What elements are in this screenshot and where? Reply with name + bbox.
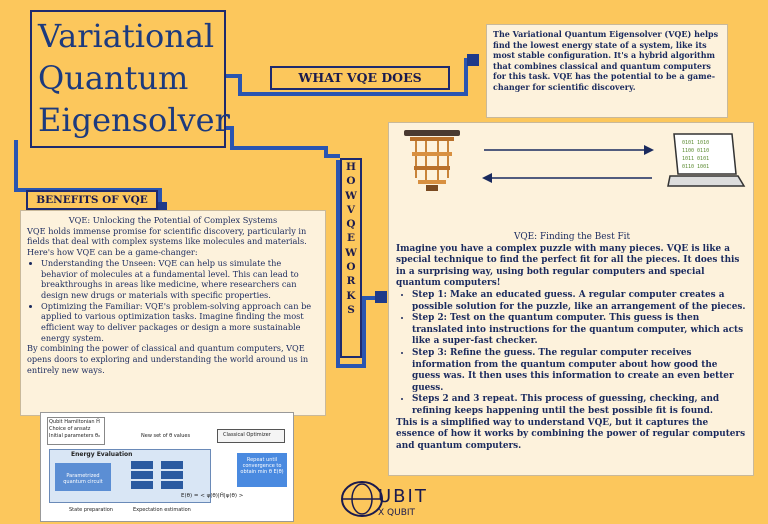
works-step: • Steps 2 and 3 repeat. This process of guessing, checking, and refining keeps happening until the best possible fit is found. — [412, 394, 748, 417]
what-vqe-does-panel — [486, 24, 728, 118]
benefits-panel — [20, 210, 326, 416]
benefits-intro: VQE holds immense promise for scientific discovery, particularly in fields that deal with complex systems like molecules and materials. Here's how VQE can be a game-changer: — [27, 225, 307, 258]
title-line-2: Quantum — [38, 59, 189, 97]
energy-formula: E(θ) = < ψ(θ)|Ĥ|ψ(θ) > — [181, 493, 244, 499]
works-step: • Step 2: Test on the quantum computer. This guess is then translated into instructions for the quantum computer, which acts like a super-fast checker. — [412, 313, 748, 348]
quantum-computer-illustration — [396, 128, 468, 194]
laptop-illustration — [666, 130, 746, 192]
vertical-letter: O — [346, 261, 356, 274]
svg-text:0110 1001: 0110 1001 — [682, 164, 710, 170]
vertical-letter: W — [345, 189, 357, 202]
vqe-circuit-diagram — [40, 412, 294, 522]
works-step: • Step 3: Refine the guess. The regular computer receives information from the quantum computer about how good the guess was. It then uses this information to create an even better guess. — [412, 348, 748, 394]
vertical-letter: S — [347, 303, 355, 316]
title-line-1: Variational — [38, 17, 215, 55]
measurement-block — [131, 461, 153, 469]
state-preparation-label: State preparation — [69, 507, 113, 513]
works-outro: This is a simplified way to understand VQE, but it captures the essence of how it works by combining the power of regular computers and quantum computers. — [396, 417, 746, 451]
vertical-letter: V — [346, 203, 356, 216]
works-heading: VQE: Finding the Best Fit — [513, 232, 631, 242]
measurement-block — [161, 481, 183, 489]
energy-evaluation-label: Energy Evaluation — [71, 451, 133, 458]
measurement-block — [161, 461, 183, 469]
connector-node-works — [375, 291, 387, 303]
what-vqe-does-label — [270, 66, 450, 90]
benefits-outro: By combining the power of classical and quantum computers, VQE opens doors to exploring and understanding the world around us in entirely new ways. — [27, 343, 309, 375]
new-set-label: New set of θ values — [141, 433, 191, 439]
title-line-3: Eigensolver — [38, 101, 230, 139]
how-vqe-works-label — [340, 158, 362, 358]
svg-text:1100 0110: 1100 0110 — [682, 148, 710, 154]
benefits-label-text: BENEFITS OF VQE — [36, 194, 148, 206]
what-vqe-does-text: WHAT VQE DOES — [298, 70, 422, 85]
works-steps — [396, 290, 748, 418]
vertical-letter: H — [346, 161, 356, 173]
works-step: • Step 1: Make an educated guess. A regular computer creates a possible solution for the puzzle, like an arrangement of the pieces. — [412, 290, 748, 313]
works-intro: Imagine you have a complex puzzle with many pieces. VQE is like a special technique to find the perfect fit for all the pieces. It does this in a surprising way, using both regular computers and special quantum computers! — [396, 243, 740, 289]
benefits-bullet: • Optimizing the Familiar: VQE's problem-solving approach can be applied to various optimization tasks. Imagine finding the most efficient way to deliver packages or design a more sustainable energy system. — [41, 301, 319, 344]
measurement-block — [161, 471, 183, 479]
connector-node-what — [467, 54, 479, 66]
measurement-block — [131, 471, 153, 479]
benefits-label — [26, 190, 158, 210]
input-ansatz: Choice of ansatz — [49, 426, 91, 432]
input-parameters: Initial parameters θ₀ — [49, 433, 101, 439]
expectation-estimation-label: Expectation estimation — [133, 507, 191, 513]
parametrized-circuit-label: Parametrized quantum circuit — [63, 473, 103, 485]
benefits-list — [27, 258, 319, 344]
benefits-heading: VQE: Unlocking the Potential of Complex Systems — [68, 215, 278, 225]
title-box — [30, 10, 230, 148]
svg-text:0101 1010: 0101 1010 — [682, 140, 710, 146]
vertical-letter: E — [346, 232, 355, 245]
svg-text:1011 0101: 1011 0101 — [682, 156, 710, 162]
measurement-block — [131, 481, 153, 489]
exchange-arrows — [480, 138, 656, 188]
vertical-letter: Q — [346, 218, 356, 231]
logo-sub-text: X QUBIT — [378, 508, 416, 518]
logo-main-text: UBIT — [378, 486, 428, 507]
what-vqe-does-description: The Variational Quantum Eigensolver (VQE) helps find the lowest energy state of a system, like its most stable configuration. It's a hybrid algorithm that combines classical and quantum computers for this task. VQE has the potential to be a game-changer for scientific discovery. — [493, 29, 719, 92]
how-vqe-works-text — [396, 232, 748, 452]
vertical-letter: W — [345, 246, 357, 259]
benefits-bullet: • Understanding the Unseen: VQE can help us simulate the behavior of molecules at a fundamental level. This can lead to breakthroughs in areas like medicine, where researchers can design new drugs or materials with specific properties. — [41, 258, 319, 301]
vertical-letter: K — [346, 289, 356, 302]
vertical-letter: R — [346, 275, 356, 288]
vertical-letter: O — [346, 175, 356, 188]
input-hamiltonian: Qubit Hamiltonian Ĥ — [49, 419, 100, 425]
classical-optimizer-label: Classical Optimizer — [223, 432, 271, 438]
repeat-label: Repeat until convergence to obtain min θ E(θ) — [240, 457, 284, 475]
